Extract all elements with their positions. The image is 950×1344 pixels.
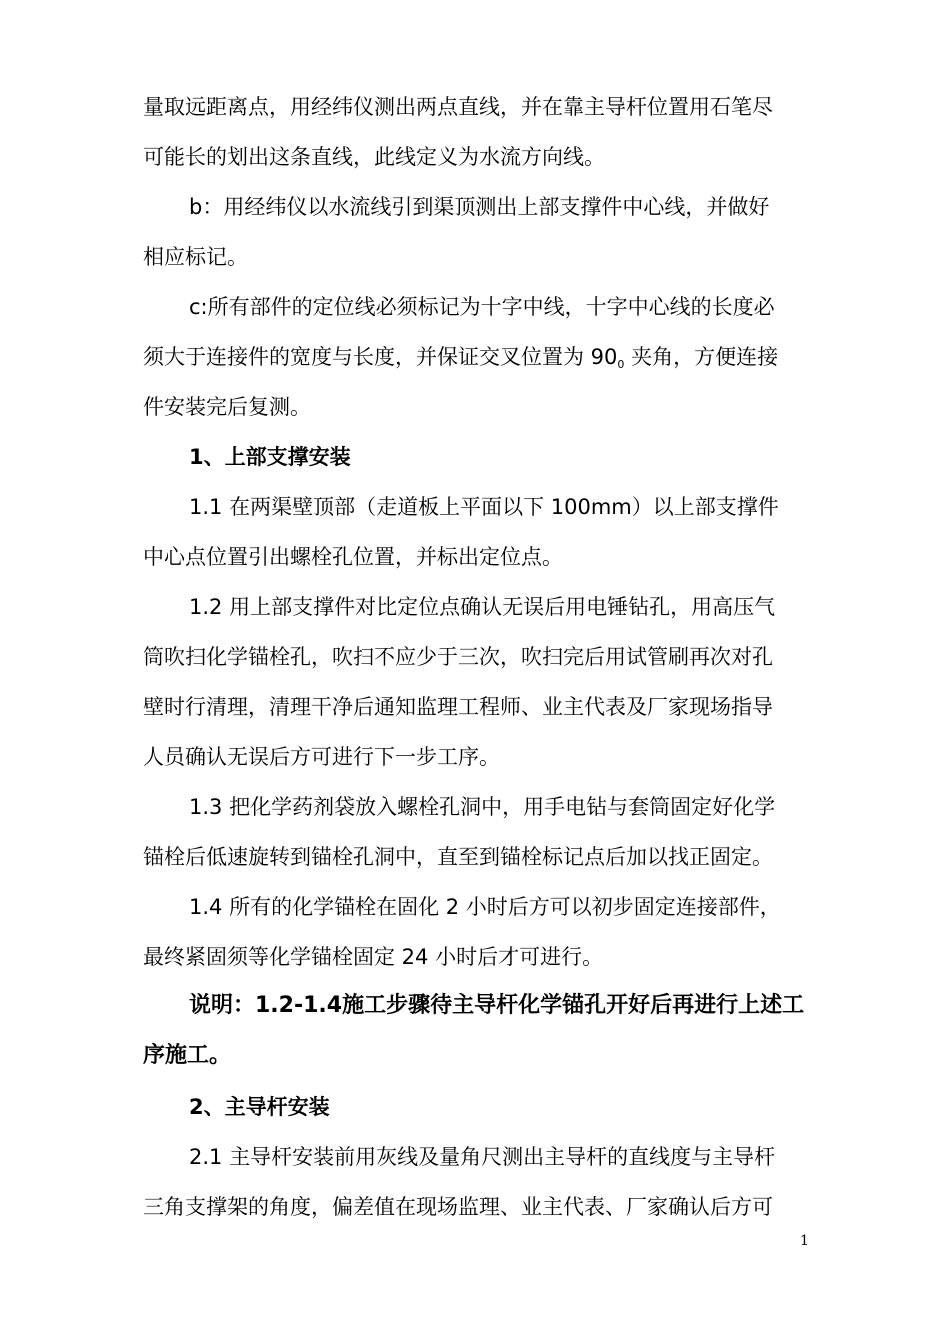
para-1-4-line-2: 最终紧固须等化学锚栓固定 24 小时后才可进行。 [143,945,604,969]
paragraph-a-line-1: 量取远距离点，用经纬仪测出两点直线，并在靠主导杆位置用石笔尽 [143,95,773,119]
para-1-4-line-1: 1.4 所有的化学锚栓在固化 2 小时后方可以初步固定连接部件， [189,895,781,919]
para-1-3-line-1: 1.3 把化学药剂袋放入螺栓孔洞中，用手电钻与套筒固定好化学 [189,795,776,819]
degree-subscript: 0 [617,358,625,371]
section-heading-1: 1、上部支撑安装 [189,445,351,469]
section-heading-2: 2、主导杆安装 [189,1095,330,1119]
paragraph-c-line-3: 件安装完后复测。 [143,395,311,419]
paragraph-a-line-2: 可能长的划出这条直线，此线定义为水流方向线。 [143,145,605,169]
paragraph-c-line-1: c:所有部件的定位线必须标记为十字中线，十字中心线的长度必 [189,295,775,319]
paragraph-c-line-2 [143,342,778,380]
paragraph-c-line-2-after: 夹角，方便连接 [624,345,779,369]
note-line-1: 说明：1.2-1.4施工步骤待主导杆化学锚孔开好后再进行上述工 [189,993,805,1018]
para-1-2-line-1: 1.2 用上部支撑件对比定位点确认无误后用电锤钻孔，用高压气 [189,595,776,619]
para-1-3-line-2: 锚栓后低速旋转到锚栓孔洞中，直至到锚栓标记点后加以找正固定。 [143,845,773,869]
paragraph-b-line-2: 相应标记。 [143,245,248,269]
para-2-1-line-2: 三角支撑架的角度，偏差值在现场监理、业主代表、厂家确认后方可 [143,1195,773,1219]
page-number: 1 [800,1233,809,1249]
paragraph-b-line-1: b：用经纬仪以水流线引到渠顶测出上部支撑件中心线，并做好 [189,195,770,219]
para-1-2-line-4: 人员确认无误后方可进行下一步工序。 [143,745,500,769]
para-2-1-line-1: 2.1 主导杆安装前用灰线及量角尺测出主导杆的直线度与主导杆 [189,1145,776,1169]
para-1-1-line-1: 1.1 在两渠壁顶部（走道板上平面以下 100mm）以上部支撑件 [189,495,779,519]
para-1-1-line-2: 中心点位置引出螺栓孔位置，并标出定位点。 [143,545,563,569]
para-1-2-line-2: 筒吹扫化学锚栓孔，吹扫不应少于三次，吹扫完后用试管刷再次对孔 [143,645,773,669]
para-1-2-line-3: 壁时行清理，清理干净后通知监理工程师、业主代表及厂家现场指导 [143,695,773,719]
note-line-2: 序施工。 [143,1043,232,1068]
paragraph-c-line-2-before: 须大于连接件的宽度与长度，并保证交叉位置为 90 [143,345,618,369]
